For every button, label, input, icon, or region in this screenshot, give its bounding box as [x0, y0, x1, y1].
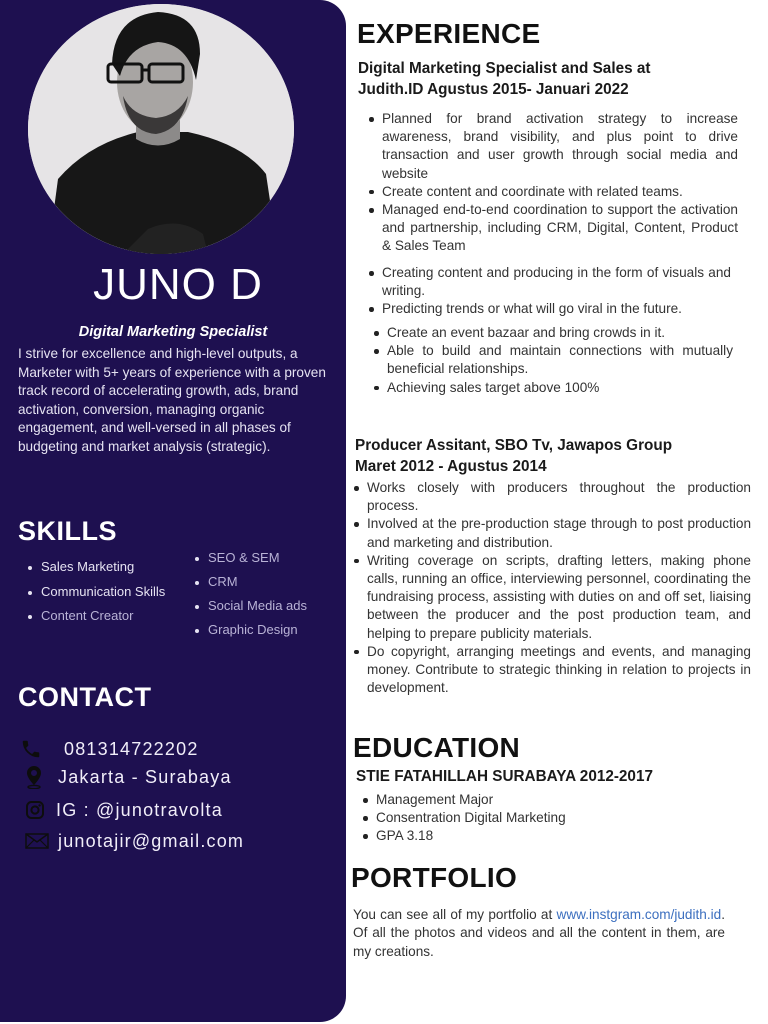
skills-list-left — [26, 559, 165, 633]
skill-item: Social Media ads — [193, 598, 307, 622]
skills-list-right — [193, 550, 307, 646]
portrait-image — [28, 4, 294, 254]
contact-phone — [20, 738, 199, 760]
list-item: Creating content and producing in the form of visuals and writing. — [368, 264, 731, 300]
contact-email[interactable] — [20, 830, 244, 852]
list-item: Do copyright, arranging meetings and events, and managing money. Contribute to strategic thinking in relation to projects in development. — [353, 643, 751, 698]
list-item: Managed end-to-end coordination to support the activation and partnership, including CRM, Digital, Content, Product & Sales Team — [368, 201, 738, 256]
sidebar — [0, 0, 346, 1022]
location-pin-icon — [20, 766, 58, 788]
portfolio-heading: PORTFOLIO — [351, 862, 518, 893]
list-item: Works closely with producers throughout the production process. — [353, 479, 751, 515]
portfolio-link[interactable]: www.instgram.com/judith.id — [556, 907, 722, 922]
list-item: Create an event bazaar and bring crowds in it. — [373, 324, 733, 342]
skill-item: SEO & SEM — [193, 550, 307, 574]
profile-name: JUNO D — [93, 260, 263, 309]
mail-icon — [20, 830, 58, 852]
list-item: Predicting trends or what will go viral in the future. — [368, 300, 731, 318]
experience-heading: EXPERIENCE — [357, 18, 541, 49]
education-school: STIE FATAHILLAH SURABAYA 2012-2017 — [356, 768, 653, 785]
location-text: Jakarta - Surabaya — [58, 766, 232, 787]
job2-title — [355, 435, 672, 477]
list-item: Management Major — [362, 791, 662, 809]
job2-title-line2: Maret 2012 - Agustus 2014 — [355, 458, 547, 475]
instagram-handle: IG : @junotravolta — [56, 799, 223, 820]
skill-item: CRM — [193, 574, 307, 598]
portfolio-text — [353, 906, 725, 961]
job1-title-line2: Judith.ID Agustus 2015- Januari 2022 — [358, 81, 629, 98]
job1-bullets-c — [373, 324, 733, 397]
profile-role: Digital Marketing Specialist — [78, 324, 268, 340]
job2-bullets — [353, 479, 751, 697]
instagram-icon — [20, 799, 56, 821]
list-item: Create content and coordinate with related teams. — [368, 183, 738, 201]
education-heading: EDUCATION — [353, 732, 521, 763]
education-list — [362, 791, 662, 846]
list-item: Involved at the pre-production stage through to post production and marketing and distribution. — [353, 515, 751, 551]
profile-photo — [28, 4, 294, 254]
list-item: Writing coverage on scripts, drafting letters, making phone calls, running an office, interviewing personnel, coordinating the fundraising process, assisting with duties on and off set, liaising between the producer and the post production team, and helping to prepare publicity materials. — [353, 552, 751, 643]
job1-bullets-a — [368, 110, 738, 256]
job1-bullets-b — [368, 264, 731, 319]
email-address: junotajir@gmail.com — [58, 830, 245, 851]
list-item: GPA 3.18 — [362, 827, 662, 845]
phone-icon — [20, 738, 64, 760]
skills-heading: SKILLS — [18, 516, 118, 546]
contact-location — [20, 766, 232, 788]
skill-item: Communication Skills — [26, 584, 165, 609]
skill-item: Sales Marketing — [26, 559, 165, 584]
skill-item: Graphic Design — [193, 622, 307, 646]
contact-instagram[interactable] — [20, 799, 223, 821]
phone-number: 081314722202 — [64, 738, 199, 759]
skill-item: Content Creator — [26, 608, 165, 633]
profile-summary: I strive for excellence and high-level outputs, a Marketer with 5+ years of experience with a proven track record of accelerating growth, ads, brand activation, conversion, managing organic engagement, and well-versed in all phases of budgeting and market analysis (strategic). — [18, 346, 326, 454]
portfolio-text-after: . Of all the photos and videos and all the content in them, are my creations. — [353, 907, 725, 959]
contact-heading: CONTACT — [18, 682, 152, 712]
list-item: Able to build and maintain connections with mutually beneficial relationships. — [373, 342, 733, 378]
job2-title-line1: Producer Assitant, SBO Tv, Jawapos Group — [355, 437, 673, 454]
portfolio-text-before: You can see all of my portfolio at — [353, 907, 557, 922]
job1-title — [358, 58, 650, 100]
job1-title-line1: Digital Marketing Specialist and Sales at — [358, 60, 651, 77]
list-item: Planned for brand activation strategy to increase awareness, brand visibility, and plus point to drive transaction and user growth through social media and website — [368, 110, 738, 183]
list-item: Consentration Digital Marketing — [362, 809, 662, 827]
list-item: Achieving sales target above 100% — [373, 379, 733, 397]
